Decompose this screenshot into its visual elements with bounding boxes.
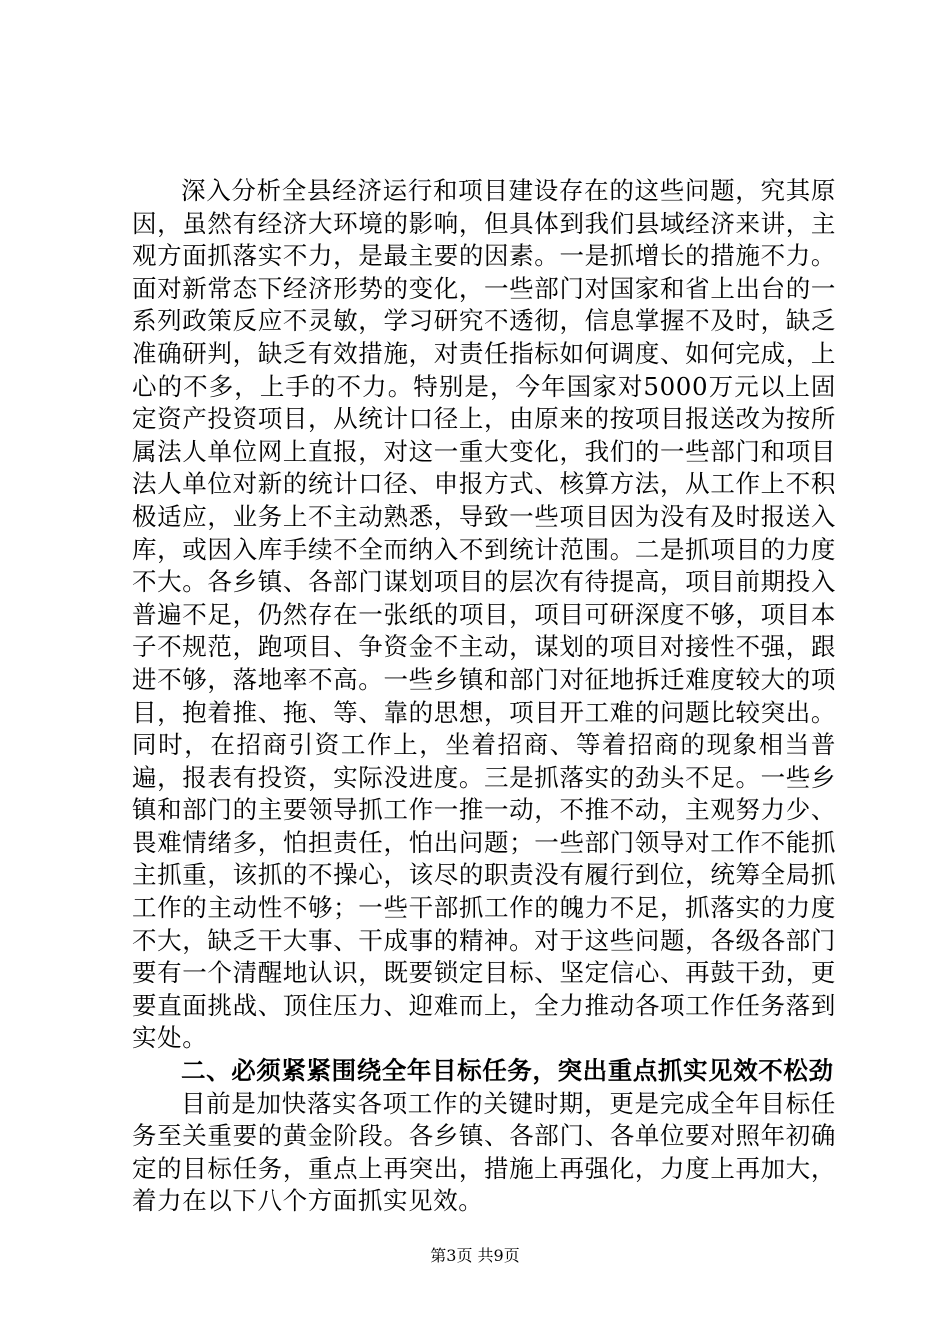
body-paragraph: 深入分析全县经济运行和项目建设存在的这些问题，究其原因，虽然有经济大环境的影响，但具体到我们县域经济来讲，主观方面抓落实不力，是最主要的因素。一是抓增长的措施不力。面对新常态下经济形势的变化，一些部门对国家和省上出台的一系列政策反应不灵敏，学习研究不透彻，信息掌握不及时，缺乏准确研判，缺乏有效措施，对责任指标如何调度、如何完成，上心的不多，上手的不力。特别是，今年国家对5000万元以上固定资产投资项目，从统计口径上，由原来的按项目报送改为按所属法人单位网上直报，对这一重大变化，我们的一些部门和项目法人单位对新的统计口径、申报方式、核算方法，从工作上不积极适应，业务上不主动熟悉，导致一些项目因为没有及时报送入库，或因入库手续不全而纳入不到统计范围。二是抓项目的力度不大。各乡镇、各部门谋划项目的层次有待提高，项目前期投入普遍不足，仍然存在一张纸的项目，项目可研深度不够，项目本子不规范，跑项目、争资金不主动，谋划的项目对接性不强，跟进不够，落地率不高。一些乡镇和部门对征地拆迁难度较大的项目，抱着推、拖、等、靠的思想，项目开工难的问题比较突出。同时，在招商引资工作上，坐着招商、等着招商的现象相当普遍，报表有投资，实际没进度。三是抓落实的劲头不足。一些乡镇和部门的主要领导抓工作一推一动，不推不动，主观努力少、畏难情绪多，怕担责任，怕出问题；一些部门领导对工作不能抓主抓重，该抓的不操心，该尽的职责没有履行到位，统筹全局抓工作的主动性不够；一些干部抓工作的魄力不足，抓落实的力度不大，缺乏干大事、干成事的精神。对于这些问题，各级各部门要有一个清醒地认识，既要锁定目标、坚定信心、再鼓干劲，更要直面挑战、顶住压力、迎难而上，全力推动各项工作任务落到实处。 <box>132 176 836 1053</box>
section-heading: 二、必须紧紧围绕全年目标任务，突出重点抓实见效不松劲 <box>181 1056 834 1086</box>
body-paragraph: 目前是加快落实各项工作的关键时期，更是完成全年目标任务至关重要的黄金阶段。各乡镇、各部门、各单位要对照年初确定的目标任务，重点上再突出，措施上再强化，力度上再加大，着力在以下八个方面抓实见效。 <box>132 1088 836 1216</box>
document-body <box>132 175 836 1218</box>
page-footer: 第3页 共9页 <box>430 1246 520 1265</box>
